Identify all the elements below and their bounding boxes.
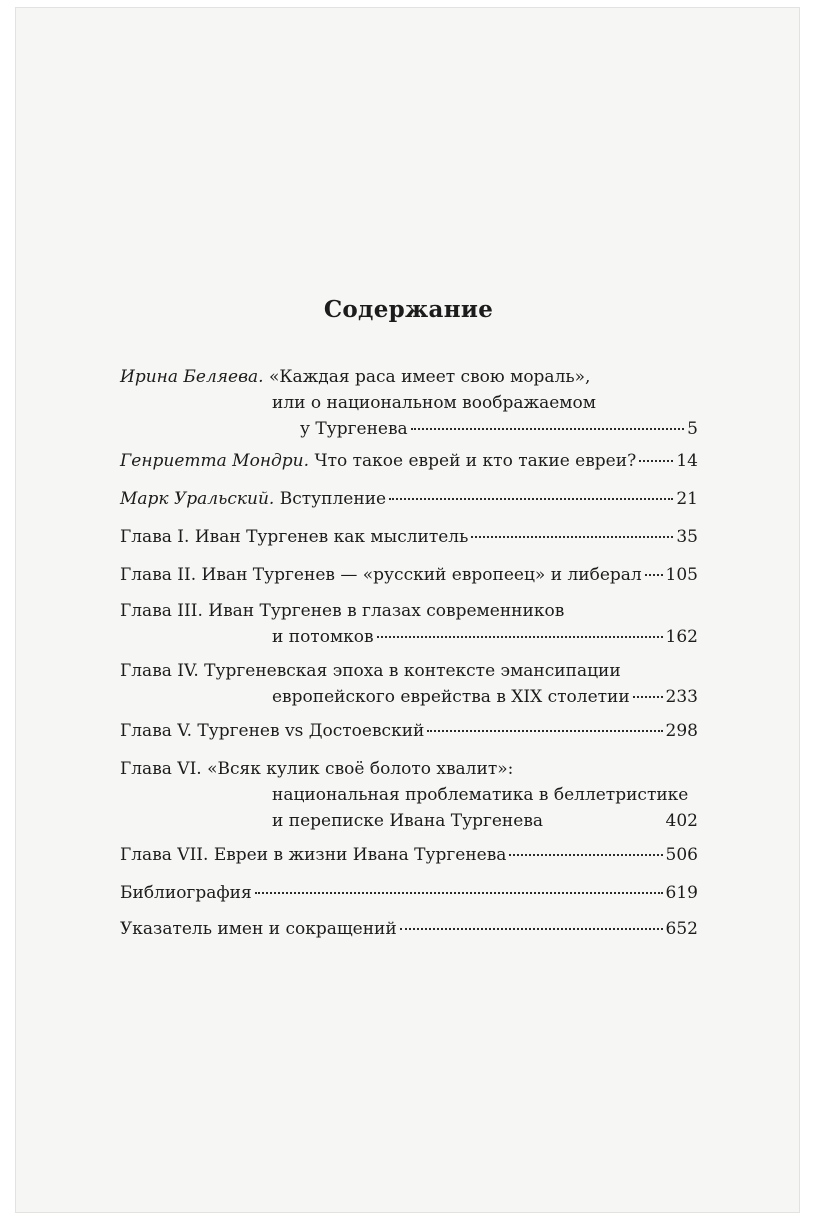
- toc-entry-title: Глава VI. «Всяк кулик своё болото хвалит»:: [120, 759, 514, 779]
- toc-entry-title: Глава VII. Евреи в жизни Ивана Тургенева: [120, 845, 507, 865]
- toc-author: Генриетта Мондри.: [120, 451, 310, 471]
- toc-entry-title: национальная проблематика в беллетристике: [272, 785, 689, 805]
- toc-entry-beliaeva: [120, 364, 698, 442]
- toc-entry-chapter-1: [120, 524, 698, 550]
- toc-entry-chapter-3: [120, 598, 698, 650]
- toc-page-number: 162: [665, 627, 698, 647]
- toc-leader-dots: [427, 729, 662, 732]
- toc-entry-title: Глава III. Иван Тургенев в глазах современников: [120, 601, 565, 621]
- toc-page-number: 298: [665, 721, 698, 741]
- toc-page-number: 619: [665, 883, 698, 903]
- toc-entry-index: [120, 916, 698, 942]
- toc-page-number: 14: [676, 451, 698, 471]
- toc-entry-title: Глава II. Иван Тургенев — «русский европеец» и либерал: [120, 565, 642, 585]
- toc-entry-chapter-6: [120, 756, 698, 834]
- toc-entry-chapter-5: [120, 718, 698, 744]
- toc-leader-dots: [639, 459, 673, 462]
- toc-entry-title: у Тургенева: [300, 419, 408, 439]
- toc-page-number: 35: [676, 527, 698, 547]
- page-title: Содержание: [323, 296, 494, 323]
- toc-entry-title: и потомков: [272, 627, 374, 647]
- toc-entry-title: Что такое еврей и кто такие евреи?: [314, 451, 637, 471]
- toc-leader-dots: [377, 635, 663, 638]
- toc-page-number: 402: [665, 811, 698, 831]
- toc-leader-dots: [645, 573, 663, 576]
- toc-author: Ирина Беляева.: [120, 367, 264, 387]
- toc-entry-title: «Каждая раса имеет свою мораль»,: [268, 367, 591, 387]
- toc-entry-title: или о национальном воображаемом: [272, 393, 596, 413]
- toc-author: Марк Уральский.: [120, 489, 275, 509]
- toc-page-number: 21: [676, 489, 698, 509]
- toc-entry-chapter-2: [120, 562, 698, 588]
- toc-leader-dots: [389, 497, 673, 500]
- toc-entry-mondri: [120, 448, 698, 474]
- toc-entry-title: и переписке Ивана Тургенева: [272, 811, 544, 831]
- toc-leader-dots: [255, 891, 663, 894]
- toc-entry-title: европейского еврейства в XIX столетии: [272, 687, 630, 707]
- toc-leader-dots: [633, 695, 663, 698]
- toc-leader-dots: [400, 927, 663, 930]
- toc-entry-title: Вступление: [279, 489, 387, 509]
- toc-page-number: 105: [665, 565, 698, 585]
- toc-leader-dots: [471, 535, 673, 538]
- toc-entry-title: Библиография: [120, 883, 252, 903]
- toc-entry-title: Указатель имен и сокращений: [120, 919, 397, 939]
- toc-entry-title: Глава IV. Тургеневская эпоха в контексте эмансипации: [120, 661, 621, 681]
- toc-page-number: 233: [665, 687, 698, 707]
- toc-page-number: 5: [687, 419, 698, 439]
- toc-entry-chapter-4: [120, 658, 698, 710]
- toc-entry-chapter-7: [120, 842, 698, 868]
- toc-entry-bibliography: [120, 880, 698, 906]
- toc-page-number: 652: [665, 919, 698, 939]
- toc-entry-title: Глава V. Тургенев vs Достоевский: [120, 721, 425, 741]
- toc-entry-title: Глава I. Иван Тургенев как мыслитель: [120, 527, 469, 547]
- toc-leader-dots: [509, 853, 662, 856]
- toc-page-number: 506: [665, 845, 698, 865]
- toc-leader-dots: [411, 427, 684, 430]
- toc-entry-uralsky: [120, 486, 698, 512]
